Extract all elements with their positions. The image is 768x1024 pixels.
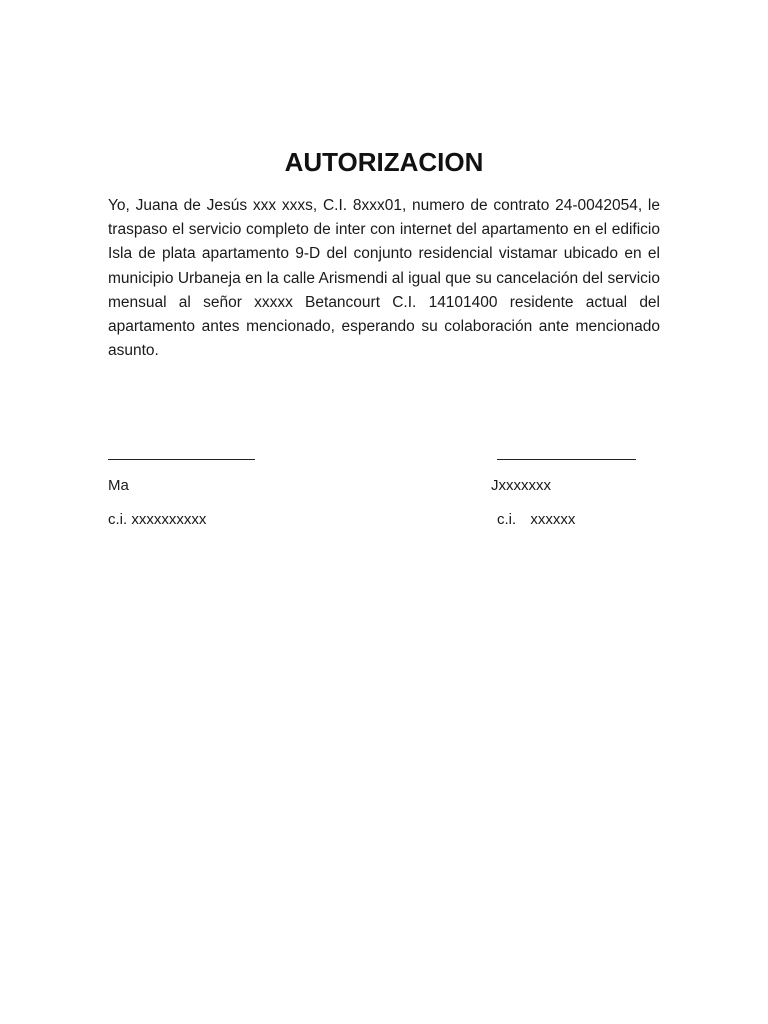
document-title: AUTORIZACION: [284, 147, 484, 177]
right-signer-ci: [497, 511, 575, 528]
left-signer-name: Ma: [108, 477, 129, 494]
right-signer-name: Jxxxxxxx: [491, 477, 551, 494]
left-ci-label: c.i.: [108, 511, 128, 528]
right-signature-line: [497, 459, 636, 460]
left-signer-ci: [108, 511, 206, 528]
authorization-body-text: Yo, Juana de Jesús xxx xxxs, C.I. 8xxx01, numero de contrato 24-0042054, le traspaso el servicio completo de inter con internet del apartamento en el edificio Isla de plata apartamento 9-D del conjunto residencial vistamar ubicado en el municipio Urbaneja en la calle Arismendi al igual que su cancelación del servicio mensual al señor xxxxx Betancourt C.I. 14101400 residente actual del apartamento antes mencionado, esperando su colaboración ante mencionado asunto.: [108, 197, 660, 360]
right-ci-value: xxxxxx: [530, 511, 576, 528]
right-ci-label: c.i.: [497, 511, 517, 528]
left-ci-value: xxxxxxxxxx: [131, 511, 207, 528]
left-signature-line: [108, 459, 255, 460]
